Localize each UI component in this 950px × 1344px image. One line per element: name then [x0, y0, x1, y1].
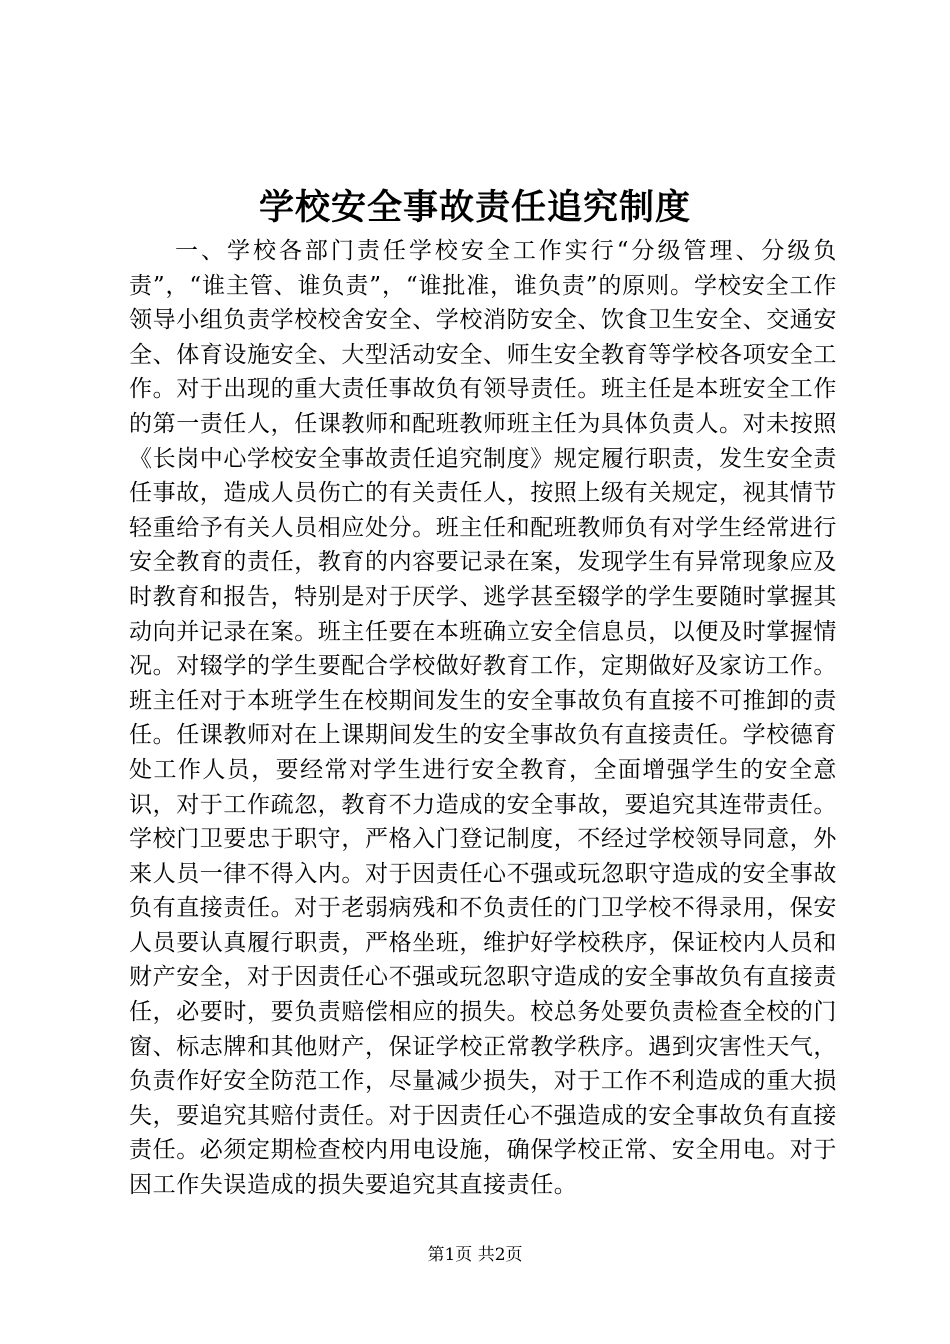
page-number-footer: 第1页 共2页: [427, 1245, 523, 1265]
document-body-paragraph: 一、学校各部门责任学校安全工作实行“分级管理、分级负责”，“谁主管、谁负责”，“谁批准，谁负责”的原则。学校安全工作领导小组负责学校校舍安全、学校消防安全、饮食卫生安全、交通安全、体育设施安全、大型活动安全、师生安全教育等学校各项安全工作。对于出现的重大责任事故负有领导责任。班主任是本班安全工作的第一责任人，任课教师和配班教师班主任为具体负责人。对未按照《长岗中心学校安全事故责任追究制度》规定履行职责，发生安全责任事故，造成人员伤亡的有关责任人，按照上级有关规定，视其情节轻重给予有关人员相应处分。班主任和配班教师负有对学生经常进行安全教育的责任，教育的内容要记录在案，发现学生有异常现象应及时教育和报告，特别是对于厌学、逃学甚至辍学的学生要随时掌握其动向并记录在案。班主任要在本班确立安全信息员，以便及时掌握情况。对辍学的学生要配合学校做好教育工作，定期做好及家访工作。班主任对于本班学生在校期间发生的安全事故负有直接不可推卸的责任。任课教师对在上课期间发生的安全事故负有直接责任。学校德育处工作人员，要经常对学生进行安全教育，全面增强学生的安全意识，对于工作疏忽，教育不力造成的安全事故，要追究其连带责任。学校门卫要忠于职守，严格入门登记制度，不经过学校领导同意，外来人员一律不得入内。对于因责任心不强或玩忽职守造成的安全事故负有直接责任。对于老弱病残和不负责任的门卫学校不得录用，保安人员要认真履行职责，严格坐班，维护好学校秩序，保证校内人员和财产安全，对于因责任心不强或玩忽职守造成的安全事故负有直接责任，必要时，要负责赔偿相应的损失。校总务处要负责检查全校的门窗、标志牌和其他财产，保证学校正常教学秩序。遇到灾害性天气，负责作好安全防范工作，尽量减少损失，对于工作不利造成的重大损失，要追究其赔付责任。对于因责任心不强造成的安全事故负有直接责任。必须定期检查校内用电设施，确保学校正常、安全用电。对于因工作失误造成的损失要追究其直接责任。: [129, 238, 837, 1199]
document-title: 学校安全事故责任追究制度: [258, 187, 691, 228]
